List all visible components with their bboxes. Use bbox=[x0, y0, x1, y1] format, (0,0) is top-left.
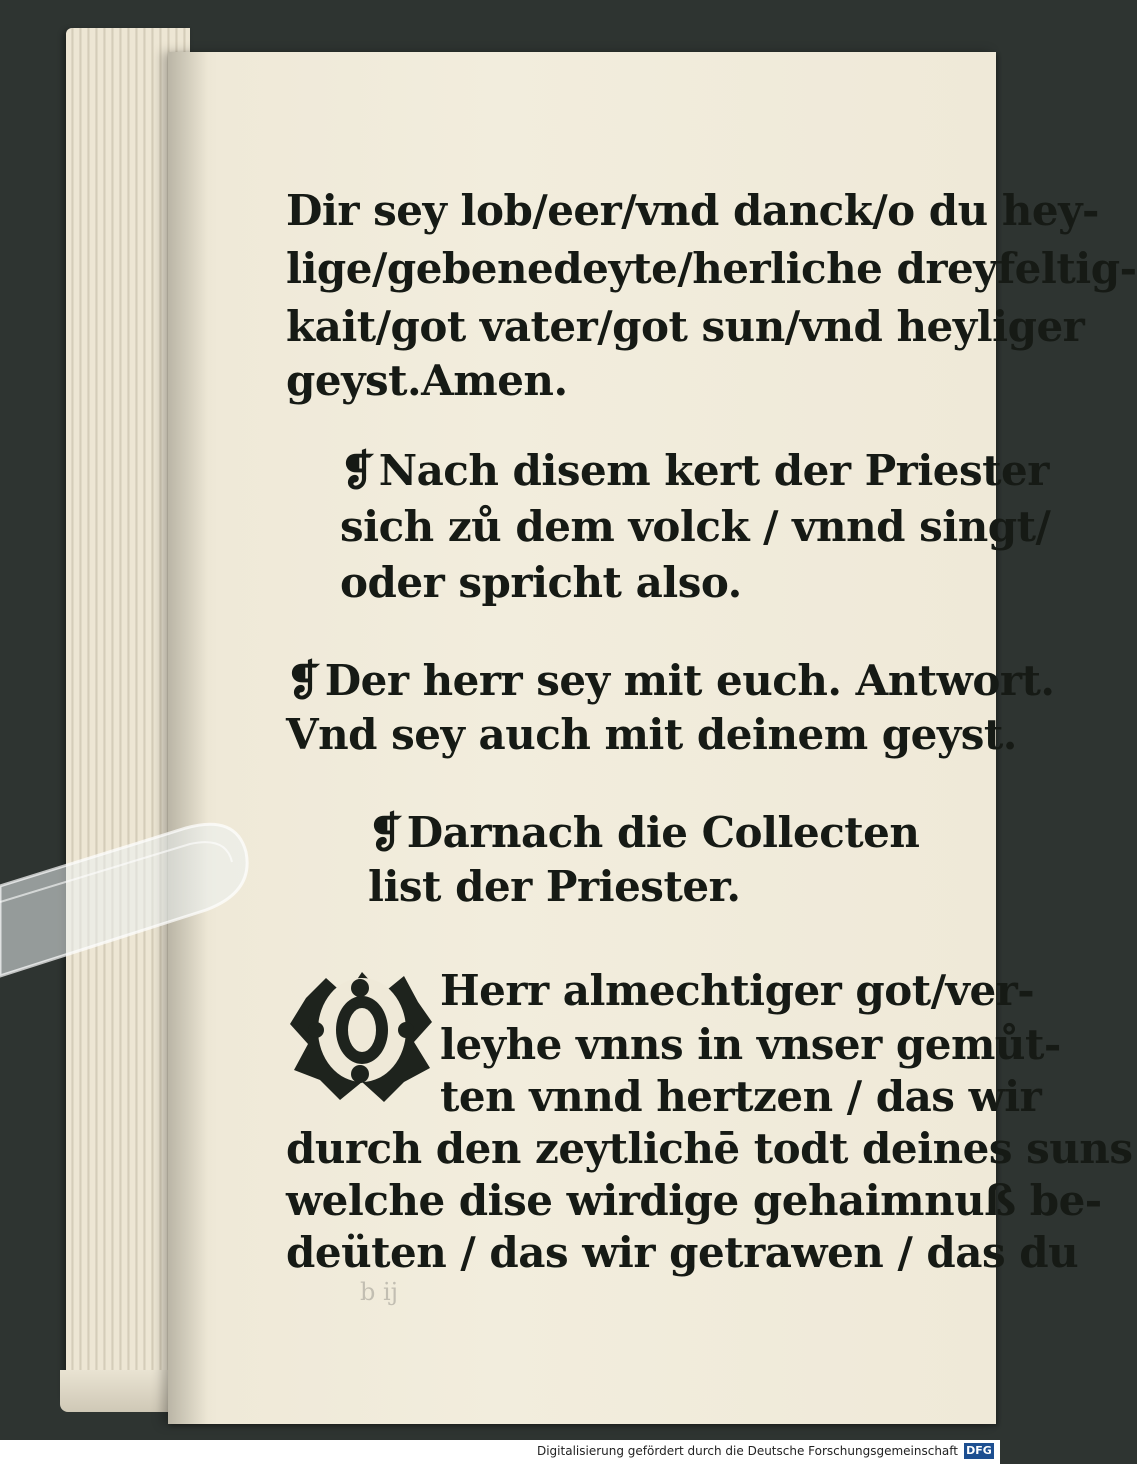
bookmark-clip-icon bbox=[0, 800, 280, 1000]
pilcrow-icon: ❡ bbox=[340, 446, 375, 495]
dfg-logo: DFG bbox=[964, 1443, 994, 1459]
prayer-line: leyhe vnns in vnser gemůt- bbox=[440, 1020, 1061, 1069]
prayer-line: ten vnnd hertzen / das wir bbox=[440, 1072, 1042, 1121]
pilcrow-icon: ❡ bbox=[286, 656, 321, 705]
text-line: geyst.Amen. bbox=[286, 356, 568, 405]
rubric-line bbox=[340, 446, 1049, 495]
text-line: lige/gebenedeyte/herliche dreyfeltig- bbox=[286, 244, 1137, 293]
prayer-line: Herr almechtiger got/ver- bbox=[440, 966, 1035, 1015]
signature-mark: b ij bbox=[360, 1278, 399, 1306]
funding-credit: Digitalisierung gefördert durch die Deutsche Forschungsgemeinschaft bbox=[536, 1444, 958, 1458]
pilcrow-icon: ❡ bbox=[368, 808, 403, 857]
prayer-line: welche dise wirdige gehaimnuß be- bbox=[286, 1176, 1102, 1225]
footer-bar bbox=[0, 1440, 1000, 1464]
rubric-line: list der Priester. bbox=[368, 862, 741, 911]
rubric-line bbox=[368, 808, 919, 857]
rubric-text: Nach disem kert der Priester bbox=[378, 446, 1049, 495]
versicle-text: Der herr sey mit euch. Antwort. bbox=[324, 656, 1055, 705]
versicle-line bbox=[286, 656, 1055, 705]
text-line: kait/got vater/got sun/vnd heyliger bbox=[286, 302, 1085, 351]
rubric-text: Darnach die Collecten bbox=[406, 808, 920, 857]
decorated-initial-O-icon bbox=[286, 958, 438, 1104]
text-line: Dir sey lob/eer/vnd danck/o du hey- bbox=[286, 186, 1099, 235]
prayer-line: deüten / das wir getrawen / das du bbox=[286, 1228, 1079, 1277]
gutter-shadow bbox=[168, 52, 208, 1424]
rubric-line: sich zů dem volck / vnnd singt/ bbox=[340, 502, 1051, 551]
prayer-line: durch den zeytlichē todt deines suns bbox=[286, 1124, 1133, 1173]
versicle-line: Vnd sey auch mit deinem geyst. bbox=[286, 710, 1017, 759]
rubric-line: oder spricht also. bbox=[340, 558, 742, 607]
